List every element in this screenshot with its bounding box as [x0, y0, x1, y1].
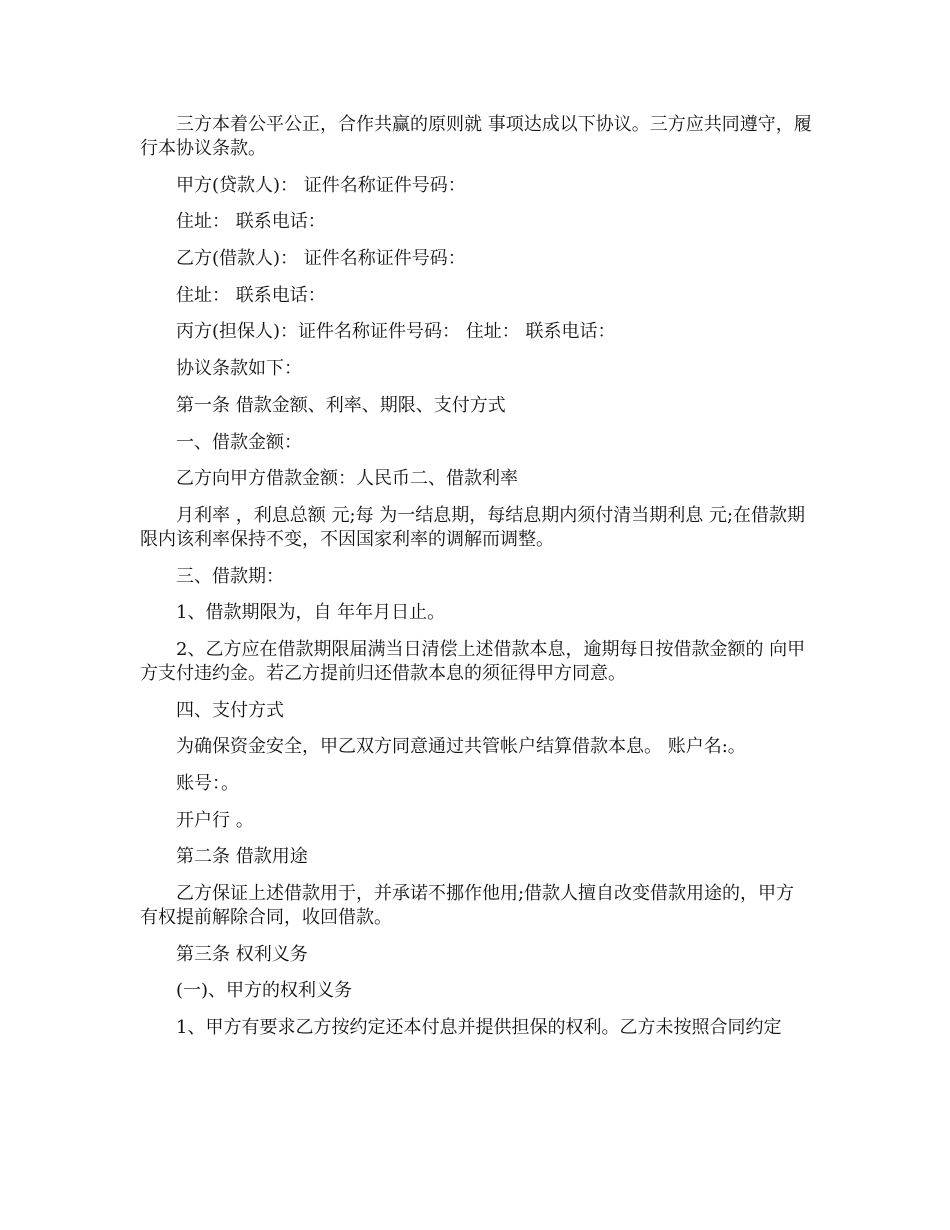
paragraph-payment-account: 为确保资金安全，甲乙双方同意通过共管帐户结算借款本息。 账户名:。	[176, 736, 746, 758]
paragraph-bank: 开户行 。	[176, 809, 254, 831]
paragraph-party-a-address: 住址： 联系电话：	[176, 211, 326, 233]
document-body	[140, 113, 812, 1040]
heading-party-a-rights: (一)、甲方的权利义务	[176, 980, 353, 1002]
paragraph-party-b: 乙方(借款人)： 证件名称证件号码：	[176, 248, 466, 270]
paragraph-preamble: 三方本着公平公正，合作共赢的原则就 事项达成以下协议。三方应共同遵守，履行本协议条款。	[140, 114, 812, 159]
heading-article-3: 第三条 权利义务	[176, 943, 308, 965]
paragraph-loan-term-2: 2、乙方应在借款期限届满当日清偿上述借款本息，逾期每日按借款金额的 向甲方支付违约金。若乙方提前归还借款本息的须征得甲方同意。	[140, 638, 806, 684]
heading-article-1: 第一条 借款金额、利率、期限、支付方式	[176, 394, 506, 416]
heading-payment-method: 四、支付方式	[176, 699, 284, 721]
paragraph-account-number: 账号：。	[176, 773, 239, 794]
paragraph-party-a: 甲方(贷款人)： 证件名称证件号码：	[176, 174, 466, 196]
paragraph-interest-rate: 月利率 ，利息总额 元;每 为一结息期，每结息期内须付清当期利息 元;在借款期限内该利率保持不变，不因国家利率的调解而调整。	[140, 504, 806, 550]
paragraph-loan-amount: 乙方向甲方借款金额：人民币二、借款利率	[176, 468, 518, 490]
paragraph-terms-intro: 协议条款如下：	[176, 358, 302, 380]
heading-loan-term: 三、借款期：	[176, 565, 284, 587]
paragraph-loan-purpose: 乙方保证上述借款用于，并承诺不挪作他用;借款人擅自改变借款用途的，甲方有权提前解除合同，收回借款。	[140, 883, 795, 929]
heading-loan-amount: 一、借款金额：	[176, 431, 302, 453]
paragraph-loan-term-1: 1、借款期限为，自 年年月日止。	[176, 602, 446, 624]
paragraph-party-a-rights-1: 1、甲方有要求乙方按约定还本付息并提供担保的权利。乙方未按照合同约定	[176, 1017, 782, 1039]
heading-article-2: 第二条 借款用途	[176, 846, 308, 868]
paragraph-party-c: 丙方(担保人)：证件名称证件号码： 住址： 联系电话：	[176, 321, 616, 343]
paragraph-party-b-address: 住址： 联系电话：	[176, 284, 326, 306]
